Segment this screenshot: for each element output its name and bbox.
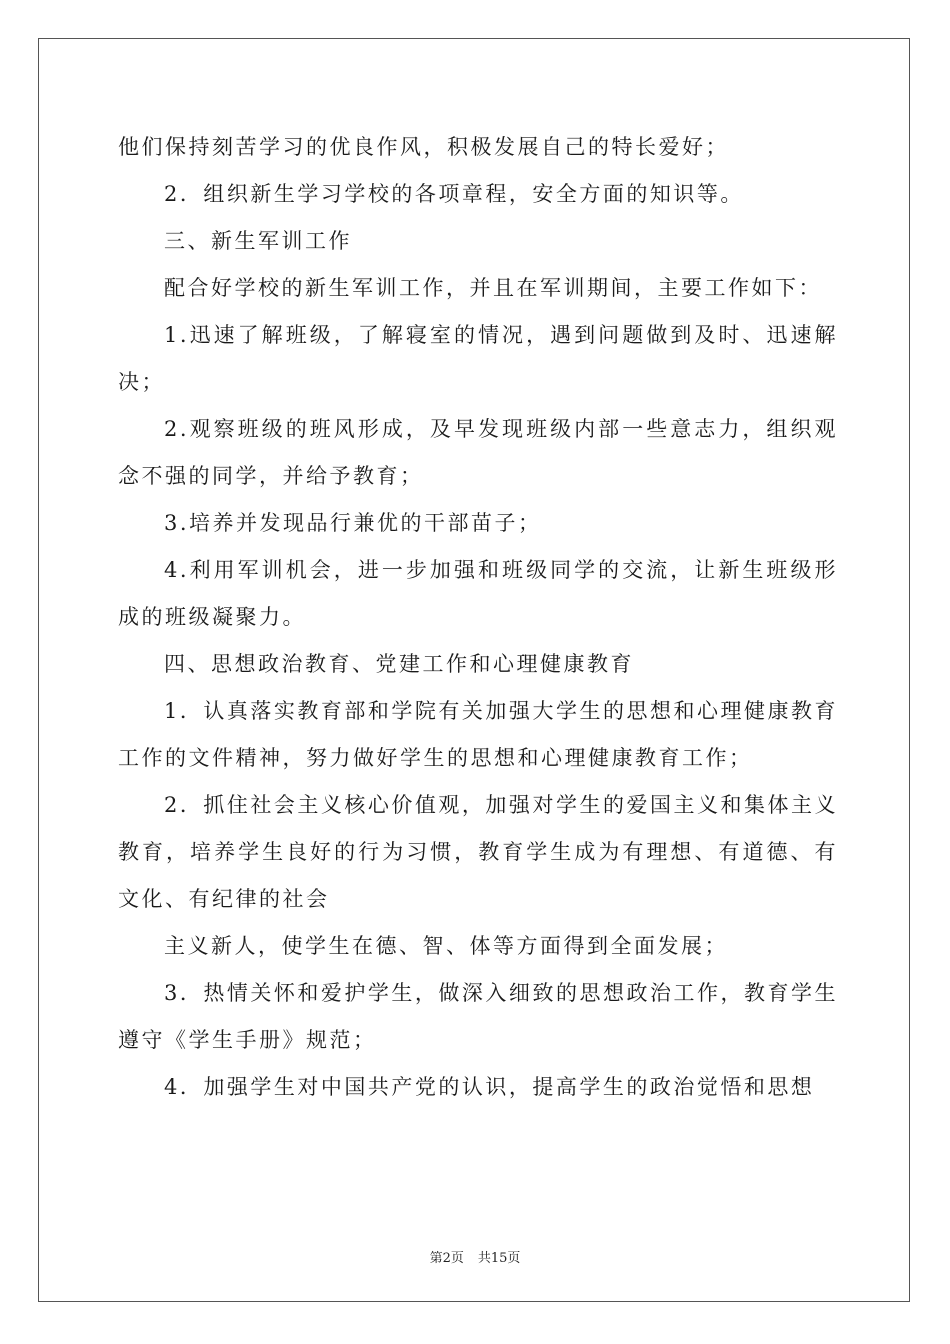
- list-item: 4．加强学生对中国共产党的认识，提高学生的政治觉悟和思想: [164, 1075, 815, 1099]
- list-item: 2．抓住社会主义核心价值观，加强对学生的爱国主义和集体主义教育，培养学生良好的行为习惯，教育学生成为有理想、有道德、有文化、有纪律的社会: [118, 793, 838, 911]
- list-item: 4.利用军训机会，进一步加强和班级同学的交流，让新生班级形成的班级凝聚力。: [118, 558, 838, 629]
- paragraph: 配合好学校的新生军训工作，并且在军训期间，主要工作如下：: [164, 276, 822, 300]
- paragraph: 主义新人，使学生在德、智、体等方面得到全面发展；: [164, 934, 728, 958]
- document-body: [118, 124, 838, 1111]
- list-item: 1.迅速了解班级，了解寝室的情况，遇到问题做到及时、迅速解决；: [118, 323, 838, 394]
- page-number: 第2页: [429, 1251, 464, 1266]
- section-heading: 四、思想政治教育、党建工作和心理健康教育: [164, 652, 634, 676]
- page-total: 共15页: [477, 1251, 521, 1266]
- page-footer: [0, 1247, 950, 1266]
- list-item: 1．认真落实教育部和学院有关加强大学生的思想和心理健康教育工作的文件精神，努力做好学生的思想和心理健康教育工作；: [118, 699, 838, 770]
- list-item: 2.观察班级的班风形成，及早发现班级内部一些意志力，组织观念不强的同学，并给予教育；: [118, 417, 838, 488]
- paragraph: 他们保持刻苦学习的优良作风，积极发展自己的特长爱好；: [118, 135, 729, 159]
- list-item: 3．热情关怀和爱护学生，做深入细致的思想政治工作，教育学生遵守《学生手册》规范；: [118, 981, 838, 1052]
- list-item: 3.培养并发现品行兼优的干部苗子；: [164, 511, 542, 535]
- section-heading: 三、新生军训工作: [164, 229, 352, 253]
- paragraph: 2．组织新生学习学校的各项章程，安全方面的知识等。: [164, 182, 744, 206]
